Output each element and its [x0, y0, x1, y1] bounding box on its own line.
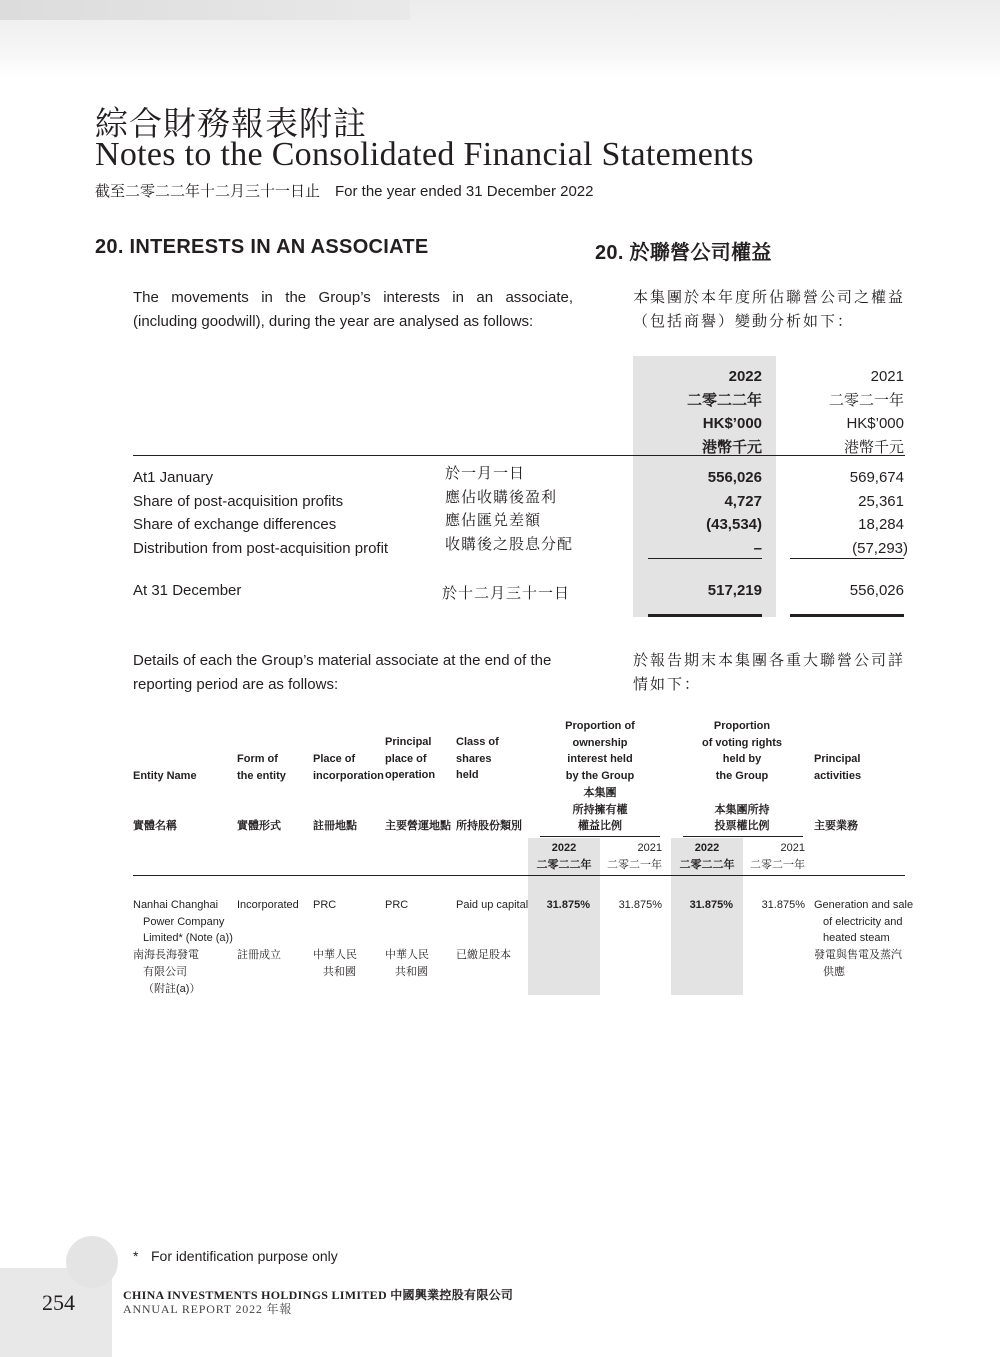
header-activities-cn: 主要業務 — [814, 820, 858, 832]
vote-year-2022: 2022 二零二二年 — [679, 842, 735, 871]
entity-activities: Generation and sale of electricity and heated steam 發電與售電及蒸汽 供應 — [814, 899, 914, 978]
entity-principal-place: PRC 中華人民 共和國 — [385, 899, 429, 978]
header-principal-place: Principal place of operation — [385, 736, 436, 782]
row-label-cn: 收購後之股息分配 — [445, 536, 574, 553]
header-principal-place-cn: 主要營運地點 — [385, 820, 451, 832]
row-value-2022: 556,026 — [707, 469, 762, 486]
row-label: Share of exchange differences — [133, 516, 337, 533]
row-label: At1 January — [133, 469, 214, 486]
details-intro-en: Details of each the Group’s material associate at the end of the reporting period are as follows: — [133, 652, 552, 693]
col-2022-header: 2022 二零二二年 HK$’000 港幣千元 — [686, 368, 762, 456]
row-value-2021: (57,293) — [852, 540, 908, 557]
subtotal-rule-2021 — [790, 558, 904, 559]
details-intro-cn: 於報告期末本集團各重大聯營公司詳 情如下： — [633, 652, 906, 693]
own-year-2022: 2022 二零二二年 — [536, 842, 592, 871]
row-label-cn: 應佔收購後盈利 — [445, 489, 558, 506]
header-place: Place of incorporation — [313, 753, 384, 782]
footer-decoration — [66, 1236, 118, 1288]
voting-2021-value: 31.875% — [761, 899, 805, 911]
voting-header-rule — [683, 836, 803, 837]
row-value-2022: (43,534) — [706, 516, 762, 533]
row-value-2021: 569,674 — [849, 469, 904, 486]
row-value-2021: 18,284 — [858, 516, 904, 533]
total-label: At 31 December — [133, 582, 242, 599]
row-value-2021: 25,361 — [858, 493, 904, 510]
voting-2022-value: 31.875% — [689, 899, 733, 911]
table-header-rule — [133, 455, 905, 456]
footer-annual-report: ANNUAL REPORT 2022 年報 — [123, 1302, 293, 1316]
header-place-cn: 註冊地點 — [313, 820, 357, 832]
entity-name: Nanhai Changhai Power Company Limited* (Note (a)) 南海長海發電 有限公司 （附註(a)） — [133, 899, 233, 995]
row-label-cn: 於一月一日 — [445, 465, 526, 482]
footer-company: CHINA INVESTMENTS HOLDINGS LIMITED 中國興業控股有限公司 — [123, 1288, 514, 1302]
header-activities: Principal activities — [814, 753, 862, 782]
row-label: Share of post-acquisition profits — [133, 493, 344, 510]
row-value-2022: 4,727 — [724, 493, 762, 510]
page-number: 254 — [42, 1290, 75, 1315]
own-year-2021: 2021 二零二一年 — [607, 842, 662, 871]
row-label-cn: 應佔匯兑差額 — [445, 512, 542, 529]
header-ownership: Proportion of ownership interest held by the Group 本集團 所持擁有權 權益比例 — [565, 720, 635, 833]
ownership-2021-value: 31.875% — [618, 899, 662, 911]
page-title-cn: 綜合財務報表附註 — [95, 104, 367, 143]
row-label: Distribution from post-acquisition profit — [133, 540, 389, 557]
section-heading-en: 20. INTERESTS IN AN ASSOCIATE — [95, 236, 429, 258]
header-class: Class of shares held — [456, 736, 499, 782]
vote-year-2021: 2021 二零二一年 — [750, 842, 805, 871]
section-heading-cn: 20. 於聯營公司權益 — [595, 242, 772, 264]
header-entity-name-cn: 實體名稱 — [133, 820, 177, 832]
entity-form: Incorporated 註冊成立 — [237, 899, 299, 962]
total-value-2022: 517,219 — [707, 582, 762, 599]
page-title-en: Notes to the Consolidated Financial Statements — [95, 136, 754, 173]
total-rule-2022 — [648, 614, 762, 617]
ownership-2022-value: 31.875% — [546, 899, 590, 911]
footnote-mark: * — [133, 1248, 139, 1264]
total-value-2021: 556,026 — [849, 582, 904, 599]
row-value-2022: – — [753, 540, 762, 557]
header-entity-name: Entity Name — [133, 770, 197, 782]
header-voting: Proportion of voting rights held by the Group 本集團所持 投票權比例 — [701, 720, 783, 833]
header-form-cn: 實體形式 — [237, 820, 281, 832]
page-subtitle: 截至二零二二年十二月三十一日止 For the year ended 31 December 2022 — [95, 183, 594, 200]
col-2021-header: 2021 二零二一年 HK$’000 港幣千元 — [828, 368, 904, 456]
header-band-accent — [0, 0, 410, 20]
entity-class: Paid up capital 已繳足股本 — [456, 899, 529, 962]
ownership-header-rule — [540, 836, 660, 837]
total-label-cn: 於十二月三十一日 — [442, 585, 571, 602]
footnote-text: For identification purpose only — [151, 1248, 338, 1264]
total-rule-2021 — [790, 614, 904, 617]
entity-place: PRC 中華人民 共和國 — [313, 899, 357, 978]
movements-intro-en: The movements in the Group’s interests in an associate, (including goodwill), during the year are analysed as follows: — [133, 289, 573, 330]
header-class-cn: 所持股份類別 — [456, 820, 522, 832]
movements-intro-cn: 本集團於本年度所佔聯營公司之權益 （包括商譽）變動分析如下： — [633, 289, 906, 330]
subtotal-rule-2022 — [648, 558, 762, 559]
header-form: Form of the entity — [237, 753, 286, 782]
details-header-rule — [133, 875, 905, 876]
